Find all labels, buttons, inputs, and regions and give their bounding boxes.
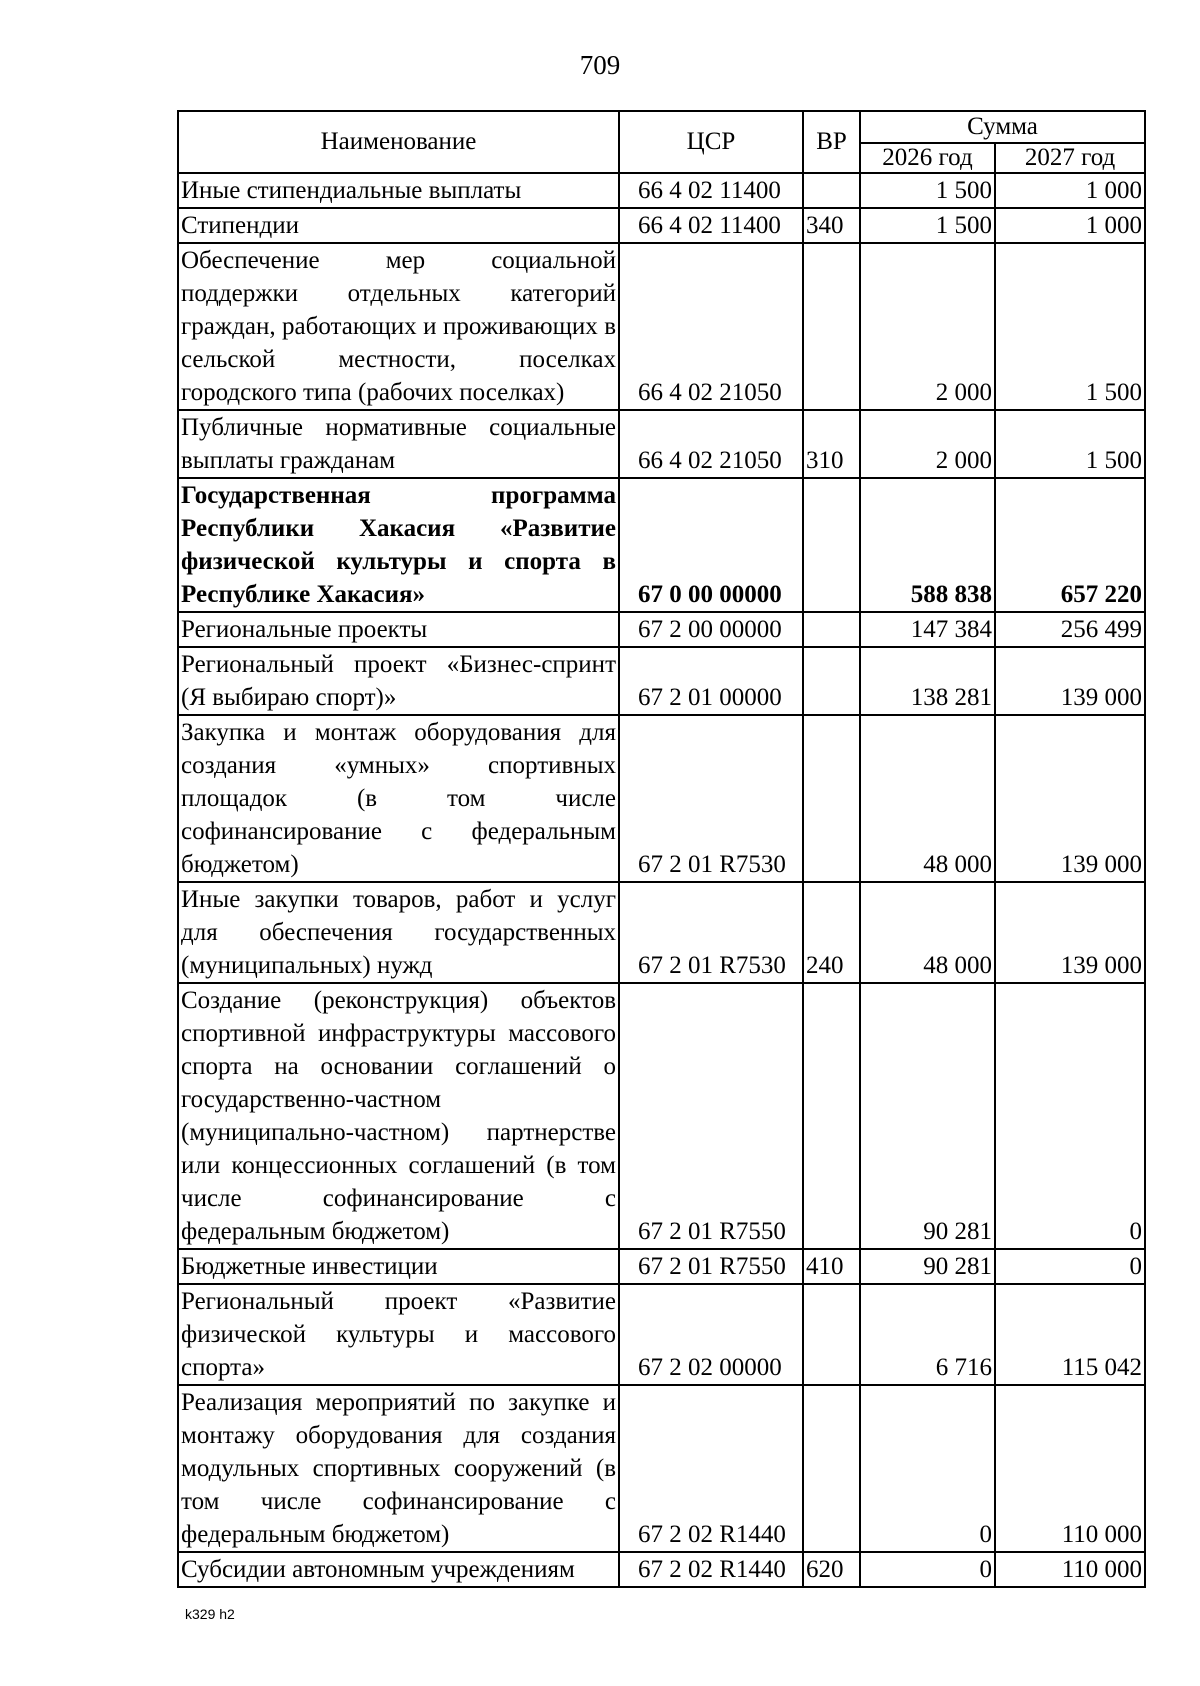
row-name: Бюджетные инвестиции [178, 1249, 619, 1284]
row-vr: 240 [803, 882, 860, 983]
header-year-2026: 2026 год [860, 143, 995, 173]
row-amount-2027: 657 220 [995, 478, 1145, 612]
row-amount-2027: 139 000 [995, 647, 1145, 715]
row-amount-2026: 90 281 [860, 1249, 995, 1284]
row-csr: 67 2 01 R7530 [619, 882, 803, 983]
row-amount-2027: 110 000 [995, 1552, 1145, 1587]
header-vr: ВР [803, 111, 860, 173]
row-vr [803, 478, 860, 612]
table-row [178, 478, 1145, 612]
row-vr [803, 243, 860, 410]
row-csr: 67 2 02 00000 [619, 1284, 803, 1385]
row-csr: 67 2 01 00000 [619, 647, 803, 715]
row-name: Закупка и монтаж оборудования для создания «умных» спортивных площадок (в том числе софинансирование с федеральным бюджетом) [178, 715, 619, 882]
row-name: Стипендии [178, 208, 619, 243]
row-amount-2027: 115 042 [995, 1284, 1145, 1385]
table-row [178, 647, 1145, 715]
row-vr: 340 [803, 208, 860, 243]
row-amount-2026: 2 000 [860, 410, 995, 478]
row-amount-2026: 90 281 [860, 983, 995, 1249]
row-amount-2027: 1 000 [995, 173, 1145, 208]
row-vr: 310 [803, 410, 860, 478]
row-amount-2026: 1 500 [860, 173, 995, 208]
row-vr: 620 [803, 1552, 860, 1587]
table-row [178, 612, 1145, 647]
footer-code: k329 h2 [185, 1606, 235, 1622]
row-amount-2027: 110 000 [995, 1385, 1145, 1552]
table-row [178, 243, 1145, 410]
row-amount-2026: 147 384 [860, 612, 995, 647]
row-name: Реализация мероприятий по закупке и монтажу оборудования для создания модульных спортивных сооружений (в том числе софинансирование с федеральным бюджетом) [178, 1385, 619, 1552]
header-csr: ЦСР [619, 111, 803, 173]
row-amount-2026: 2 000 [860, 243, 995, 410]
row-amount-2027: 256 499 [995, 612, 1145, 647]
row-csr: 66 4 02 11400 [619, 173, 803, 208]
row-name: Государственная программа Республики Хакасия «Развитие физической культуры и спорта в Республике Хакасия» [178, 478, 619, 612]
table-row [178, 1552, 1145, 1587]
row-csr: 66 4 02 21050 [619, 243, 803, 410]
row-amount-2027: 139 000 [995, 882, 1145, 983]
table-row [178, 715, 1145, 882]
budget-table [177, 110, 1146, 1588]
table-row [178, 1284, 1145, 1385]
row-amount-2027: 1 000 [995, 208, 1145, 243]
row-csr: 67 2 01 R7530 [619, 715, 803, 882]
row-name: Региональные проекты [178, 612, 619, 647]
table-row [178, 173, 1145, 208]
row-vr [803, 612, 860, 647]
row-amount-2027: 0 [995, 1249, 1145, 1284]
row-csr: 66 4 02 21050 [619, 410, 803, 478]
table-row [178, 410, 1145, 478]
table-row [178, 882, 1145, 983]
row-name: Публичные нормативные социальные выплаты гражданам [178, 410, 619, 478]
row-amount-2027: 1 500 [995, 243, 1145, 410]
page-number: 709 [579, 50, 621, 80]
row-name: Обеспечение мер социальной поддержки отдельных категорий граждан, работающих и проживающих в сельской местности, поселках городского типа (рабочих поселках) [178, 243, 619, 410]
row-name: Субсидии автономным учреждениям [178, 1552, 619, 1587]
row-csr: 66 4 02 11400 [619, 208, 803, 243]
row-csr: 67 2 02 R1440 [619, 1385, 803, 1552]
row-name: Иные стипендиальные выплаты [178, 173, 619, 208]
row-csr: 67 2 01 R7550 [619, 983, 803, 1249]
row-amount-2026: 48 000 [860, 882, 995, 983]
header-year-2027: 2027 год [995, 143, 1145, 173]
row-amount-2027: 0 [995, 983, 1145, 1249]
table-row [178, 983, 1145, 1249]
table-row [178, 1249, 1145, 1284]
row-amount-2026: 0 [860, 1385, 995, 1552]
row-vr [803, 1385, 860, 1552]
row-amount-2026: 138 281 [860, 647, 995, 715]
row-name: Иные закупки товаров, работ и услуг для обеспечения государственных (муниципальных) нужд [178, 882, 619, 983]
row-csr: 67 2 01 R7550 [619, 1249, 803, 1284]
row-csr: 67 0 00 00000 [619, 478, 803, 612]
row-vr [803, 715, 860, 882]
row-amount-2026: 0 [860, 1552, 995, 1587]
row-csr: 67 2 00 00000 [619, 612, 803, 647]
row-name: Создание (реконструкция) объектов спортивной инфраструктуры массового спорта на основании соглашений о государственно-частном (муниципально-частном) партнерстве или концессионных соглашений (в том числе софинансирование с федеральным бюджетом) [178, 983, 619, 1249]
row-vr [803, 983, 860, 1249]
row-name: Региональный проект «Бизнес-спринт (Я выбираю спорт)» [178, 647, 619, 715]
table-row [178, 1385, 1145, 1552]
table-body [178, 173, 1145, 1587]
row-vr: 410 [803, 1249, 860, 1284]
row-vr [803, 173, 860, 208]
row-amount-2027: 139 000 [995, 715, 1145, 882]
row-amount-2026: 588 838 [860, 478, 995, 612]
row-amount-2026: 6 716 [860, 1284, 995, 1385]
row-amount-2027: 1 500 [995, 410, 1145, 478]
row-amount-2026: 1 500 [860, 208, 995, 243]
row-amount-2026: 48 000 [860, 715, 995, 882]
header-name: Наименование [178, 111, 619, 173]
table-row [178, 208, 1145, 243]
row-csr: 67 2 02 R1440 [619, 1552, 803, 1587]
row-vr [803, 647, 860, 715]
row-vr [803, 1284, 860, 1385]
header-sum: Сумма [860, 111, 1145, 143]
row-name: Региональный проект «Развитие физической культуры и массового спорта» [178, 1284, 619, 1385]
